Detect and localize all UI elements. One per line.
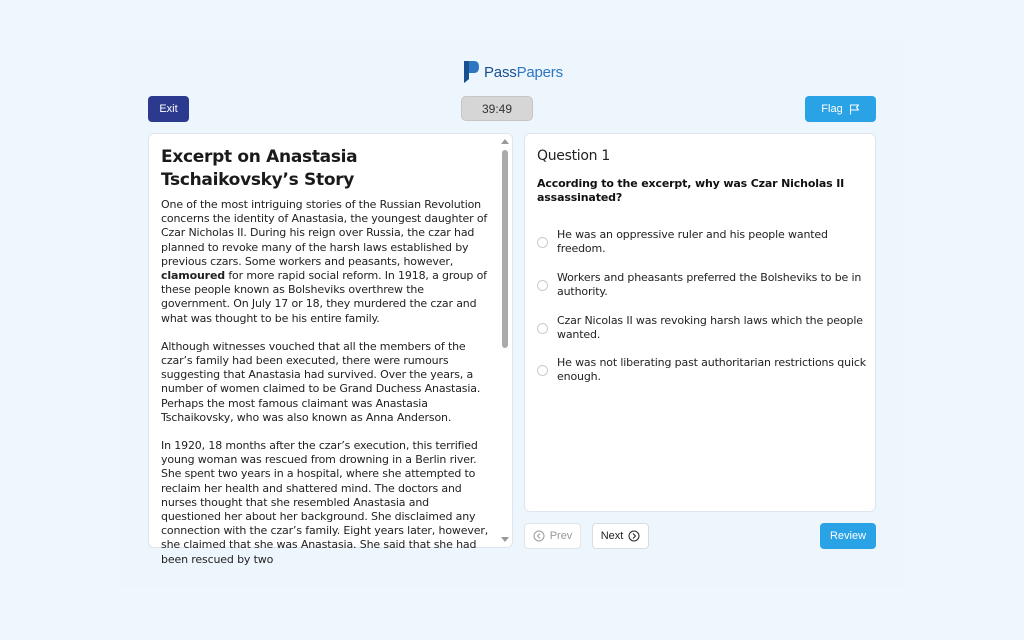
flag-icon [849, 104, 860, 115]
brand-name: PassPapers [484, 63, 563, 81]
radio-button[interactable] [537, 280, 548, 291]
answer-option-label: Workers and pheasants preferred the Bolsheviks to be in authority. [557, 271, 862, 298]
radio-button[interactable] [537, 323, 548, 334]
answer-option-1[interactable] [537, 228, 867, 256]
next-button-label: Next [600, 530, 624, 542]
passage-content [161, 146, 491, 566]
chevron-right-circle-icon [628, 530, 640, 542]
flag-button[interactable] [805, 96, 876, 122]
review-button[interactable]: Review [820, 523, 876, 549]
scroll-up-arrow-icon[interactable] [501, 139, 509, 144]
passage-scrollbar[interactable] [498, 134, 512, 547]
answer-option-label: He was an oppressive ruler and his people wanted freedom. [557, 228, 828, 255]
passage-panel [148, 133, 513, 566]
answer-option-4[interactable] [537, 356, 867, 384]
radio-button[interactable] [537, 365, 548, 376]
passpapers-logo-icon [462, 59, 480, 85]
prev-button[interactable] [524, 523, 581, 549]
answer-option-label: He was not liberating past authoritarian restrictions quick enough. [557, 356, 866, 383]
question-number: Question 1 [537, 148, 610, 164]
chevron-left-circle-icon [533, 530, 545, 542]
brand-logo [462, 58, 563, 86]
vocab-word-clamoured[interactable]: clamoured [161, 269, 225, 283]
passage-paragraph-2: Although witnesses vouched that all the members of the czar’s family had been executed, there were rumours suggesting that Anastasia had survived. Over the years, a number of women claimed to be Grand Duchess Anastasia. Perhaps the most famous claimant was Anastasia Tschaikovsky, who was also known as Anna Anderson. [161, 339, 481, 424]
scroll-down-arrow-icon[interactable] [501, 537, 509, 542]
flag-button-label: Flag [821, 103, 843, 115]
passage-paragraph-3: In 1920, 18 months after the czar’s execution, this terrified young woman was rescued from drowning in a Berlin river. She spent two years in a hospital, where she attempted to reclaim her health and shattered mind. The doctors and nurses thought that she resembled Anastasia and questioned her about her background. She disclaimed any connection with the czar’s family. Eight years later, however, she claimed that she was Anastasia. She said that she had been rescued by two [161, 439, 489, 566]
passage-paragraph-1: One of the most intriguing stories of the Russian Revolution concerns the identity of Anastasia, the youngest daughter of Czar Nicholas II. During his reign over Russia, the czar had planned to revoke many of the harsh laws established by previous czars. Some workers and peasants, however, clamoured for more rapid social reform. In 1918, a group of these people known as Bolsheviks overthrew the government. On July 17 or 18, they murdered the czar and what was thought to be his entire family. [161, 198, 488, 325]
question-text: According to the excerpt, why was Czar Nicholas II assassinated? [537, 177, 845, 204]
answer-option-label: Czar Nicolas II was revoking harsh laws which the people wanted. [557, 314, 863, 341]
question-panel [524, 133, 876, 512]
radio-button[interactable] [537, 237, 548, 248]
passage-title: Excerpt on Anastasia Tschaikovsky’s Story [161, 147, 358, 190]
scroll-thumb[interactable] [502, 150, 508, 348]
prev-button-label: Prev [549, 530, 573, 542]
answer-option-3[interactable] [537, 314, 867, 342]
countdown-timer: 39:49 [461, 96, 533, 121]
next-button[interactable] [592, 523, 649, 549]
exit-button[interactable]: Exit [148, 96, 189, 122]
answer-option-2[interactable] [537, 271, 867, 299]
